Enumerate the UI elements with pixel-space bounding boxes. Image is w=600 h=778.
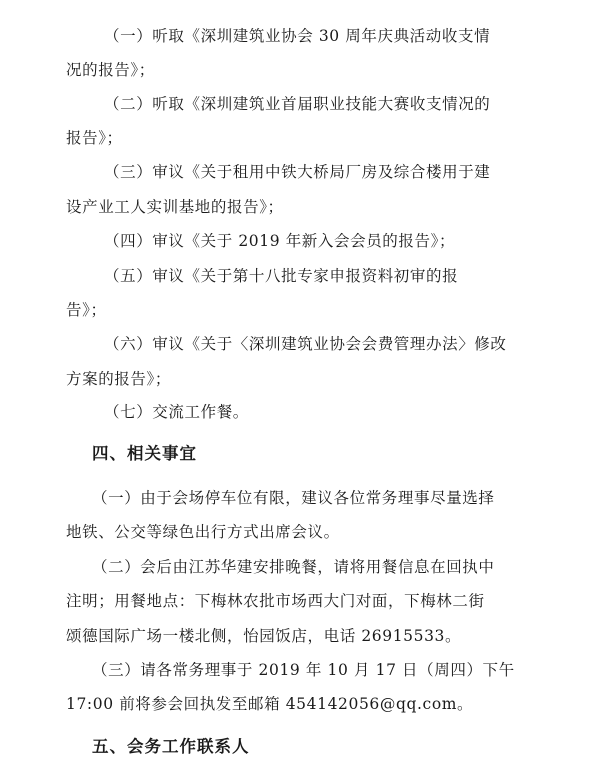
agenda-item-1-line-2: 况的报告》； (66, 61, 155, 79)
agenda-item-6-line-2: 方案的报告》； (66, 370, 171, 388)
section-4-heading: 四、相关事宜 (92, 444, 197, 463)
section-4-para-2-line-2: 注明；用餐地点：下梅林农批市场西大门对面，下梅林二街 (66, 592, 485, 610)
agenda-item-5-line-2: 告》； (66, 301, 107, 319)
section-4-para-2-line-1: （二）会后由江苏华建安排晚餐，请将用餐信息在回执中 (92, 558, 495, 576)
section-5-heading: 五、会务工作联系人 (92, 737, 250, 756)
agenda-item-7-line-1: （七）交流工作餐。 (104, 403, 249, 421)
agenda-item-3-line-1: （三）审议《关于租用中铁大桥局厂房及综合楼用于建 (104, 163, 491, 181)
section-4-para-3-line-2: 17:00 前将参会回执发至邮箱 454142056@qq.com。 (66, 695, 474, 713)
section-4-para-2-line-3: 颂德国际广场一楼北侧，怡园饭店，电话 26915533。 (66, 627, 462, 645)
agenda-item-1-line-1: （一）听取《深圳建筑业协会 30 周年庆典活动收支情 (104, 27, 491, 45)
agenda-item-2-line-1: （二）听取《深圳建筑业首届职业技能大赛收支情况的 (104, 95, 491, 113)
section-4-para-1-line-2: 地铁、公交等绿色出行方式出席会议。 (66, 523, 340, 541)
agenda-item-3-line-2: 设产业工人实训基地的报告》； (66, 198, 284, 216)
section-4-para-1-line-1: （一）由于会场停车位有限，建议各位常务理事尽量选择 (92, 489, 495, 507)
agenda-item-2-line-2: 报告》； (66, 129, 123, 147)
section-4-para-3-line-1: （三）请各常务理事于 2019 年 10 月 17 日（周四）下午 (92, 661, 515, 679)
agenda-item-6-line-1: （六）审议《关于〈深圳建筑业协会会费管理办法〉修改 (104, 335, 507, 353)
agenda-item-4-line-1: （四）审议《关于 2019 年新入会会员的报告》； (104, 232, 456, 250)
agenda-item-5-line-1: （五）审议《关于第十八批专家申报资料初审的报 (104, 267, 459, 285)
